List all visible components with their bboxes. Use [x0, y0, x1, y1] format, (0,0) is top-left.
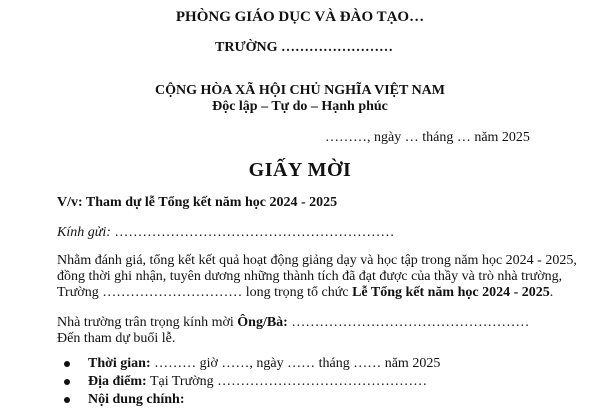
detail-value: ……… giờ ……, ngày …… tháng …… năm 2025 — [150, 356, 441, 371]
details-list — [60, 356, 580, 410]
national-motto: Độc lập – Tự do – Hạnh phúc — [212, 99, 388, 114]
document-title: GIẤY MỜI — [248, 159, 352, 181]
detail-value: Tại Trường ……………………………………… — [146, 374, 428, 389]
date-line: ………, ngày … tháng … năm 2025 — [325, 130, 530, 145]
event-name: Lễ Tổng kết năm học 2024 - 2025 — [352, 285, 550, 300]
detail-content — [60, 392, 580, 408]
invitation-line-2: Đến tham dự buổi lễ. — [57, 331, 176, 346]
department-name: PHÒNG GIÁO DỤC VÀ ĐÀO TẠO… — [175, 9, 425, 25]
school-name: TRƯỜNG …………………… — [215, 40, 393, 55]
invitee-blank: …………………………………………… — [287, 315, 530, 330]
detail-label: Thời gian: — [88, 356, 151, 371]
body-line-1: Nhằm đánh giá, tổng kết kết quả hoạt động giảng dạy và học tập trong năm học 2024 - 2025, — [57, 253, 577, 268]
body-line-3-prefix: Trường ………………………… long trọng tổ chức — [57, 285, 353, 300]
detail-label: Địa điểm: — [88, 374, 147, 389]
bullet-icon — [64, 379, 70, 385]
invitation-prefix: Nhà trường trân trọng kính mời — [57, 315, 238, 330]
detail-location — [60, 374, 580, 390]
invitee-label: Ông/Bà: — [237, 315, 288, 330]
detail-time — [60, 356, 580, 372]
bullet-icon — [64, 361, 70, 367]
recipient-blank: …………………………………………………… — [110, 225, 395, 240]
body-line-2: đồng thời ghi nhận, tuyên dương những thành tích đã đạt được của thầy và trò nhà trường, — [57, 269, 563, 284]
subject-line: V/v: Tham dự lễ Tổng kết năm học 2024 - 2025 — [57, 195, 338, 210]
body-line-3-suffix: . — [549, 285, 554, 300]
body-line-3 — [57, 286, 553, 300]
recipient-label: Kính gửi: — [57, 225, 111, 240]
nation-title: CỘNG HÒA XÃ HỘI CHỦ NGHĨA VIỆT NAM — [154, 83, 445, 98]
bullet-icon — [64, 397, 70, 403]
detail-label: Nội dung chính: — [88, 392, 185, 407]
invitation-line — [57, 316, 529, 330]
recipient-line — [57, 226, 394, 240]
